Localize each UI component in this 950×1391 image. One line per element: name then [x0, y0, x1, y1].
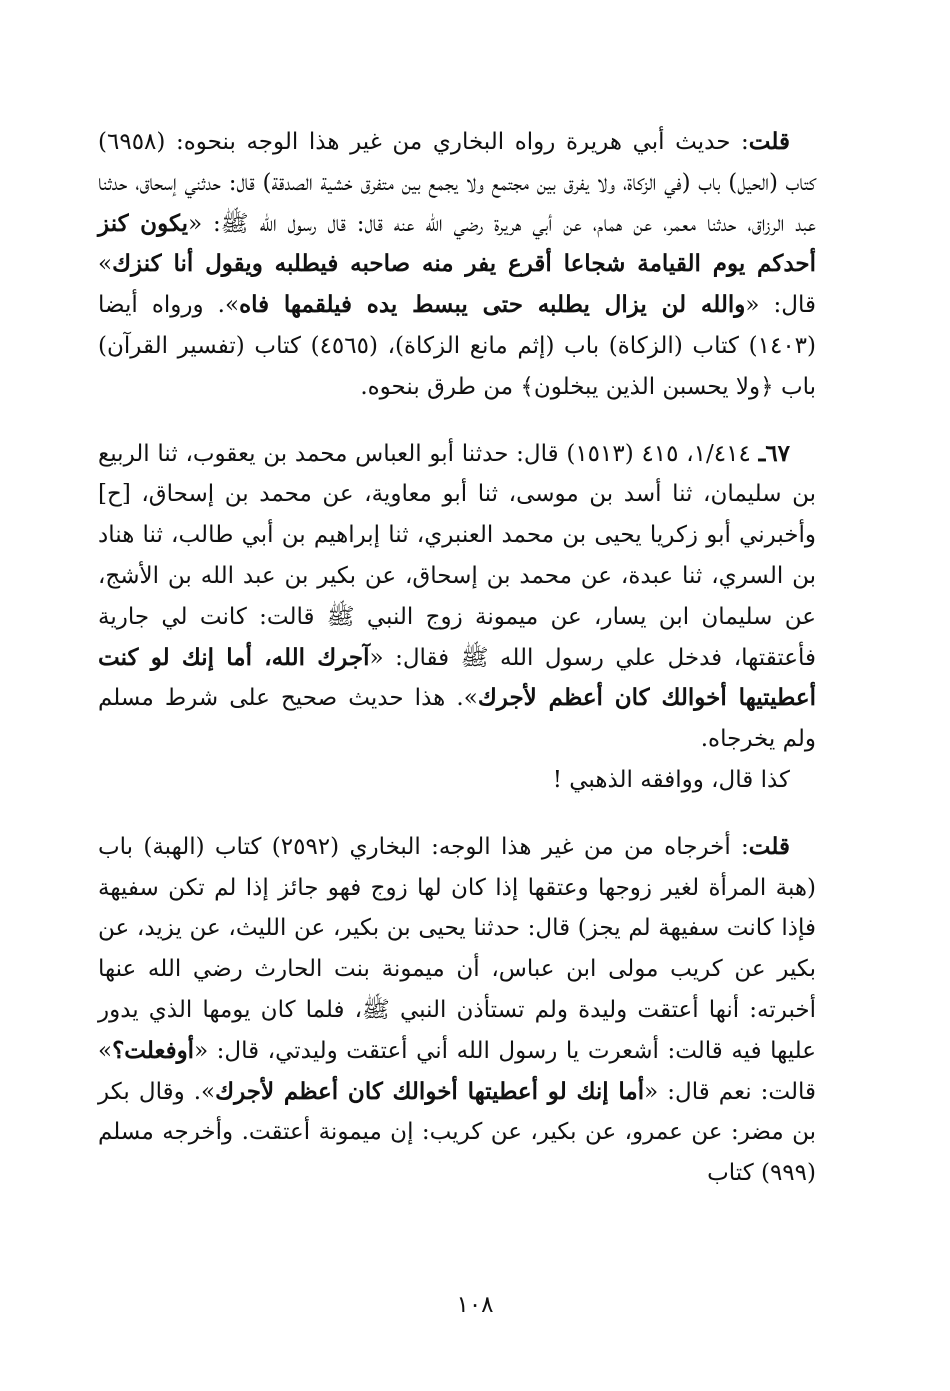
paragraph-lead: قلت — [748, 128, 790, 155]
paragraph-4: قلت: أخرجاه من من غير هذا الوجه: البخاري (٢٥٩٢) كتاب (الهبة) باب (هبة المرأة لغير زوجها وعتقها إذا كان لها زوج فهو جائز إذا لم تكن سفيهة فإذا كانت سفيهة لم يجز) قال: حدثنا يحيى بن بكير، عن الليث، عن يزيد، عن بكير عن كريب مولى ابن عباس، أن ميمونة بنت الحارث رضي الله عنها أخبرته: أنها أعتقت وليدة ولم تستأذن النبي ﷺ، فلما كان يومها الذي يدور عليها فيه قالت: أشعرت يا رسول الله أني أعتقت وليدتي، قال: «أوفعلت؟» قالت: نعم قال: «أما إنك لو أعطيتها أخوالك كان أعظم لأجرك». وقال بكر بن مضر: عن عمرو، عن بكير، عن كريب: إن ميمونة أعتقت. وأخرجه مسلم (٩٩٩) كتاب — [98, 832, 817, 1187]
paragraph-1: قلت: حديث أبي هريرة رواه البخاري من غير هذا الوجه بنحوه: (٦٩٥٨) كتاب (الحيل) باب (في الزكاة، ولا يفرق بين مجتمع ولا يجمع بين متفرق خشية الصدقة) قال: حدثني إسحاق، حدثنا عبد الرزاق، حدثنا معمر، عن همام، عن أبي هريرة رضي الله عنه قال: قال رسول الله ﷺ: «يكون كنز أحدكم يوم القيامة شجاعا أقرع يفر منه صاحبه فيطلبه ويقول أنا كنزك» قال: «والله لن يزال يطلبه حتى يبسط يده فيلقمها فاه». ورواه أيضا (١٤٠٣) كتاب (الزكاة) باب (إثم مانع الزكاة)، (٤٥٦٥) كتاب (تفسير القرآن) باب ﴿ولا يحسبن الذين يبخلون﴾ من طرق بنحوه. — [98, 128, 817, 400]
page-body — [98, 122, 816, 1194]
page-number: ١٠٨ — [456, 1292, 494, 1318]
paragraph-lead: قلت — [748, 832, 790, 860]
paragraph-2: ٦٧ـ ١/٤١٤، ٤١٥ (١٥١٣) قال: حدثنا أبو العباس محمد بن يعقوب، ثنا الربيع بن سليمان، ثنا أسد بن موسى، ثنا أبو معاوية، عن محمد بن إسحاق، [ح] وأخبرني أبو زكريا يحيى بن محمد العنبري، ثنا إبراهيم بن أبي طالب، ثنا هناد بن السري، ثنا عبدة، عن محمد بن إسحاق، عن بكير بن عبد الله بن الأشج، عن سليمان ابن يسار، عن ميمونة زوج النبي ﷺ قالت: كانت لي جارية فأعتقتها، فدخل علي رسول الله ﷺ فقال: «آجرك الله، أما إنك لو كنت أعطيتيها أخوالك كان أعظم لأجرك». هذا حديث صحيح على شرط مسلم ولم يخرجاه. — [98, 439, 816, 753]
paragraph-lead: ٦٧ـ — [758, 439, 791, 467]
paragraph-3: كذا قال، ووافقه الذهبي ! — [552, 766, 790, 793]
